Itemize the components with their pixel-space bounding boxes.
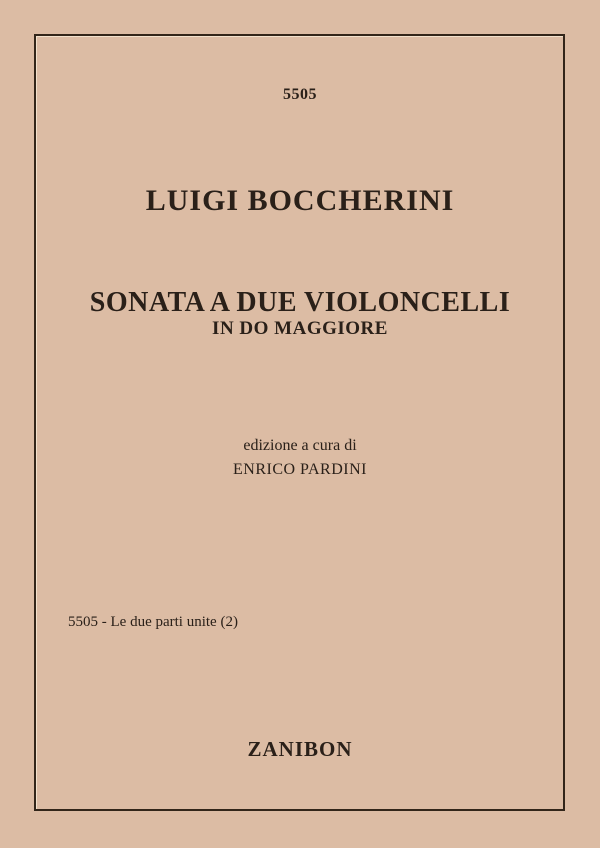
work-subtitle: IN DO MAGGIORE <box>212 318 388 339</box>
footer-plate-note: 5505 - Le due parti unite (2) <box>68 614 238 630</box>
plate-number: 5505 <box>283 86 317 103</box>
publisher-name: ZANIBON <box>247 737 353 761</box>
page-border-frame <box>34 34 565 811</box>
composer-name: LUIGI BOCCHERINI <box>145 184 455 217</box>
edition-note: edizione a cura di <box>243 437 357 454</box>
work-title: SONATA A DUE VIOLONCELLI <box>89 287 511 318</box>
editor-name: ENRICO PARDINI <box>233 461 367 478</box>
